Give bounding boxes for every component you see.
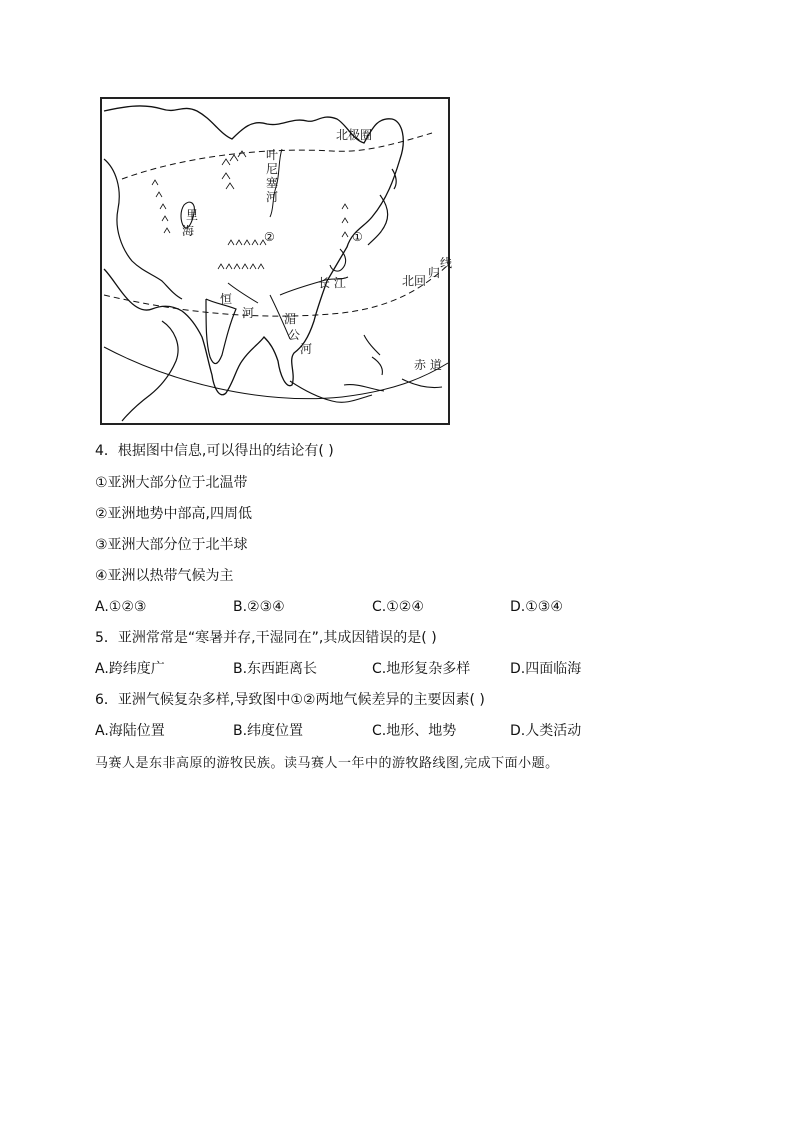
label-equator: 赤 道 [414,358,442,372]
label-ganges-1: 恒 [220,292,233,306]
label-marker-1: ① [352,230,363,244]
label-yenisei-2: 尼 [266,162,279,176]
q4-statement-1: ①亚洲大部分位于北温带 [95,475,248,491]
philippines-islands [364,335,382,375]
europe-coastline [104,159,182,299]
label-yenisei-3: 塞 [266,176,279,190]
q5-option-d: D.四面临海 [510,661,582,677]
ganges-river [228,283,258,303]
next-section-intro: 马赛人是东非高原的游牧民族。读马赛人一年中的游牧路线图,完成下面小题。 [95,756,559,771]
label-yangtze: 长 江 [318,276,346,290]
label-caspian-2: 海 [182,224,195,238]
q4-option-c: C.①②④ [372,599,424,615]
q4-statement-2: ②亚洲地势中部高,四周低 [95,506,253,522]
label-ganges-2: 河 [242,306,255,320]
q6-stem: 6．亚洲气候复杂多样,导致图中①②两地气候差异的主要因素( ) [95,692,485,708]
label-marker-2: ② [264,230,275,244]
q4-statement-3: ③亚洲大部分位于北半球 [95,537,248,553]
q6-option-a: A.海陆位置 [95,723,165,739]
label-caspian-1: 里 [186,208,199,222]
asia-coastline [104,106,403,395]
q4-option-d: D.①③④ [510,599,563,615]
label-arctic-circle: 北极圈 [336,128,373,142]
label-yenisei-4: 河 [266,190,279,204]
q4-stem: 4．根据图中信息,可以得出的结论有( ) [95,443,334,459]
africa-coastline [122,321,178,421]
q6-option-c: C.地形、地势 [372,723,457,739]
label-tropic-1: 北回 [402,274,427,288]
q5-option-b: B.东西距离长 [233,661,318,677]
label-tropic-3: 线 [440,256,453,270]
korea-peninsula [330,249,346,271]
q5-option-a: A.跨纬度广 [95,661,165,677]
label-tropic-2: 归 [428,266,441,280]
label-mekong-2: 公 [288,328,301,342]
india-coastline [206,299,236,364]
label-mekong-3: 河 [300,342,313,356]
label-yenisei-1: 叶 [266,148,279,162]
asia-map [102,99,453,423]
q5-stem: 5．亚洲常常是“寒暑并存,干湿同在”,其成因错误的是( ) [95,630,437,646]
q4-statement-4: ④亚洲以热带气候为主 [95,568,234,584]
japan-islands [368,169,396,245]
asia-map-figure [100,97,453,425]
q5-option-c: C.地形复杂多样 [372,661,471,677]
q6-option-d: D.人类活动 [510,723,582,739]
q4-option-a: A.①②③ [95,599,147,615]
q6-option-b: B.纬度位置 [233,723,304,739]
label-mekong-1: 湄 [284,312,297,326]
q4-option-b: B.②③④ [233,599,285,615]
